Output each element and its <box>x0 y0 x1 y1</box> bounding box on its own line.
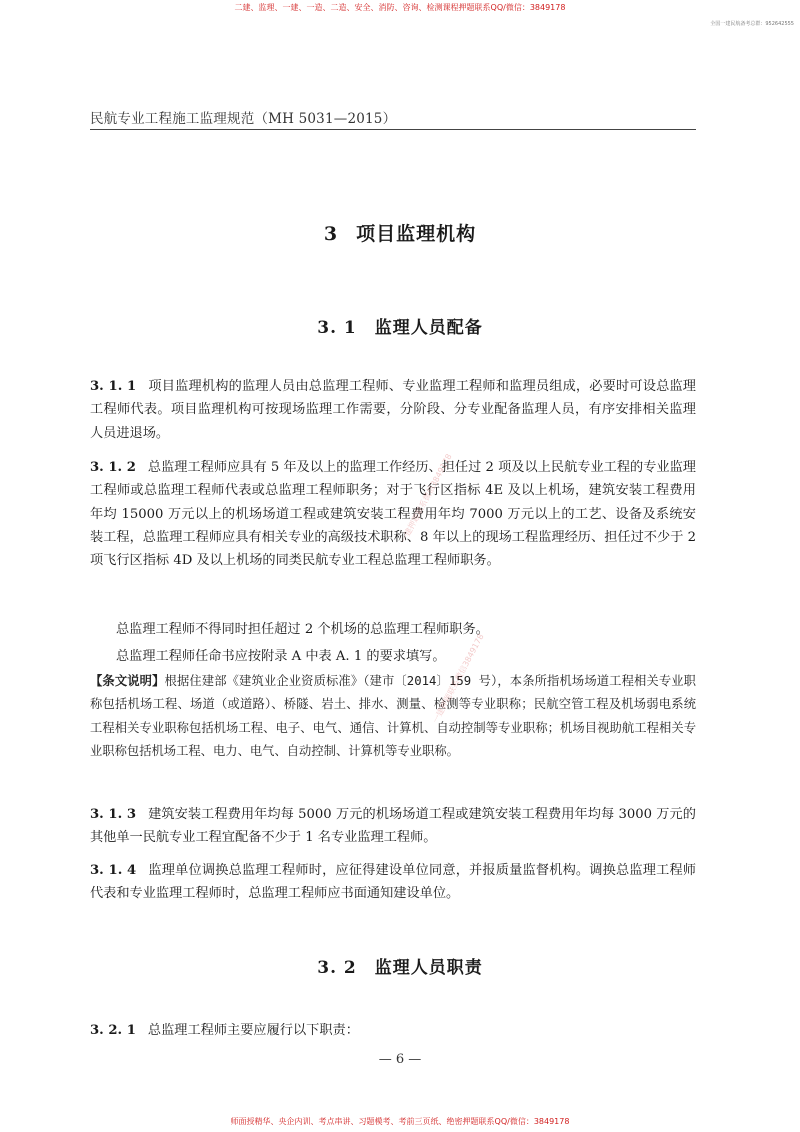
section-title-3-2 <box>0 953 800 978</box>
clause-text: 总监理工程师主要应履行以下职责： <box>147 1023 359 1038</box>
clause-number: 3. 1. 3 <box>90 807 137 822</box>
explanation-text: 根据住建部《建筑业企业资质标准》（建市〔2014〕159 号），本条所指机场场道工程相关专业职称包括机场工程、场道（或道路）、桥隧、岩土、排水、测量、检测等专业职称；民航空管工程及机场弱电系统工程相关专业职称包括机场工程、电子、电气、通信、计算机、自动控制等专业职称；机场目视助航工程相关专业职称包括机场工程、电力、电气、自动控制、计算机等专业职称。 <box>90 674 696 758</box>
clause-number: 3. 1. 2 <box>90 460 136 475</box>
chapter-number: 3 <box>323 223 339 245</box>
corner-note: 全国一建民航备考总群：952642555 <box>710 21 794 27</box>
clause-3-1-3 <box>90 803 696 850</box>
page-number: — 6 — <box>378 1052 422 1067</box>
clause-number: 3. 2. 1 <box>90 1023 136 1038</box>
section-number: 3. 2 <box>317 958 357 978</box>
header-rule <box>90 129 696 130</box>
clause-explanation <box>90 670 696 763</box>
section-title-3-1 <box>0 313 800 338</box>
clause-3-1-1 <box>90 375 696 445</box>
clause-3-1-2 <box>90 456 696 572</box>
running-head: 民航专业工程施工监理规范（MH 5031—2015） <box>90 111 397 127</box>
watermark-text: 一建押题联系微信3849178 <box>430 632 486 725</box>
clause-3-2-1 <box>90 1019 696 1042</box>
clause-text: 项目监理机构的监理人员由总监理工程师、专业监理工程师和监理员组成，必要时可设总监理工程师代表。项目监理机构可按现场监理工作需要，分阶段、分专业配备监理人员，有序安排相关监理人员进退场。 <box>90 379 696 441</box>
section-number: 3. 1 <box>317 318 357 338</box>
section-title-text: 监理人员职责 <box>374 958 483 978</box>
section-title-text: 监理人员配备 <box>374 318 483 338</box>
clause-text: 建筑安装工程费用年均每 5000 万元的机场场道工程或建筑安装工程费用年均每 3000 万元的其他单一民航专业工程宜配备不少于 1 名专业监理工程师。 <box>90 807 696 846</box>
clause-number: 3. 1. 1 <box>90 379 137 394</box>
clause-3-1-4 <box>90 859 696 906</box>
chapter-title-text: 项目监理机构 <box>356 223 477 245</box>
clause-number: 3. 1. 4 <box>90 863 137 878</box>
bottom-promo-banner: 师面授精华、央企内训、考点串讲、习题模考、考前三页纸、绝密押题联系QQ/微信：3849178 <box>230 1117 570 1126</box>
paragraph-no-concurrent-posts: 总监理工程师不得同时担任超过 2 个机场的总监理工程师职务。 <box>116 622 489 637</box>
clause-text: 监理单位调换总监理工程师时，应征得建设单位同意，并报质量监督机构。调换总监理工程师代表和专业监理工程师时，总监理工程师应书面通知建设单位。 <box>90 863 696 902</box>
watermark-text: 一建押题联系微信3849178 <box>398 452 454 545</box>
clause-text: 总监理工程师应具有 5 年及以上的监理工作经历、担任过 2 项及以上民航专业工程的专业监理工程师或总监理工程师代表或总监理工程师职务；对于飞行区指标 4E 及以上机场，建筑安装工程费用年均 15000 万元以上的机场场道工程或建筑安装工程费用年均 7000 万元以上的工艺、设备及系统安装工程，总监理工程师应具有相关专业的高级技术职称、8 年以上的现场工程监理经历、担任过不少于 2 项飞行区指标 4D 及以上机场的同类民航专业工程总监理工程师职务。 <box>90 460 696 569</box>
explanation-label: 【条文说明】 <box>90 674 165 688</box>
chapter-title <box>0 219 800 246</box>
paragraph-appointment-form: 总监理工程师任命书应按附录 A 中表 A. 1 的要求填写。 <box>116 649 446 664</box>
top-promo-banner: 二建、监理、一建、一造、二造、安全、消防、咨询、检测课程押题联系QQ/微信：3849178 <box>234 3 566 12</box>
